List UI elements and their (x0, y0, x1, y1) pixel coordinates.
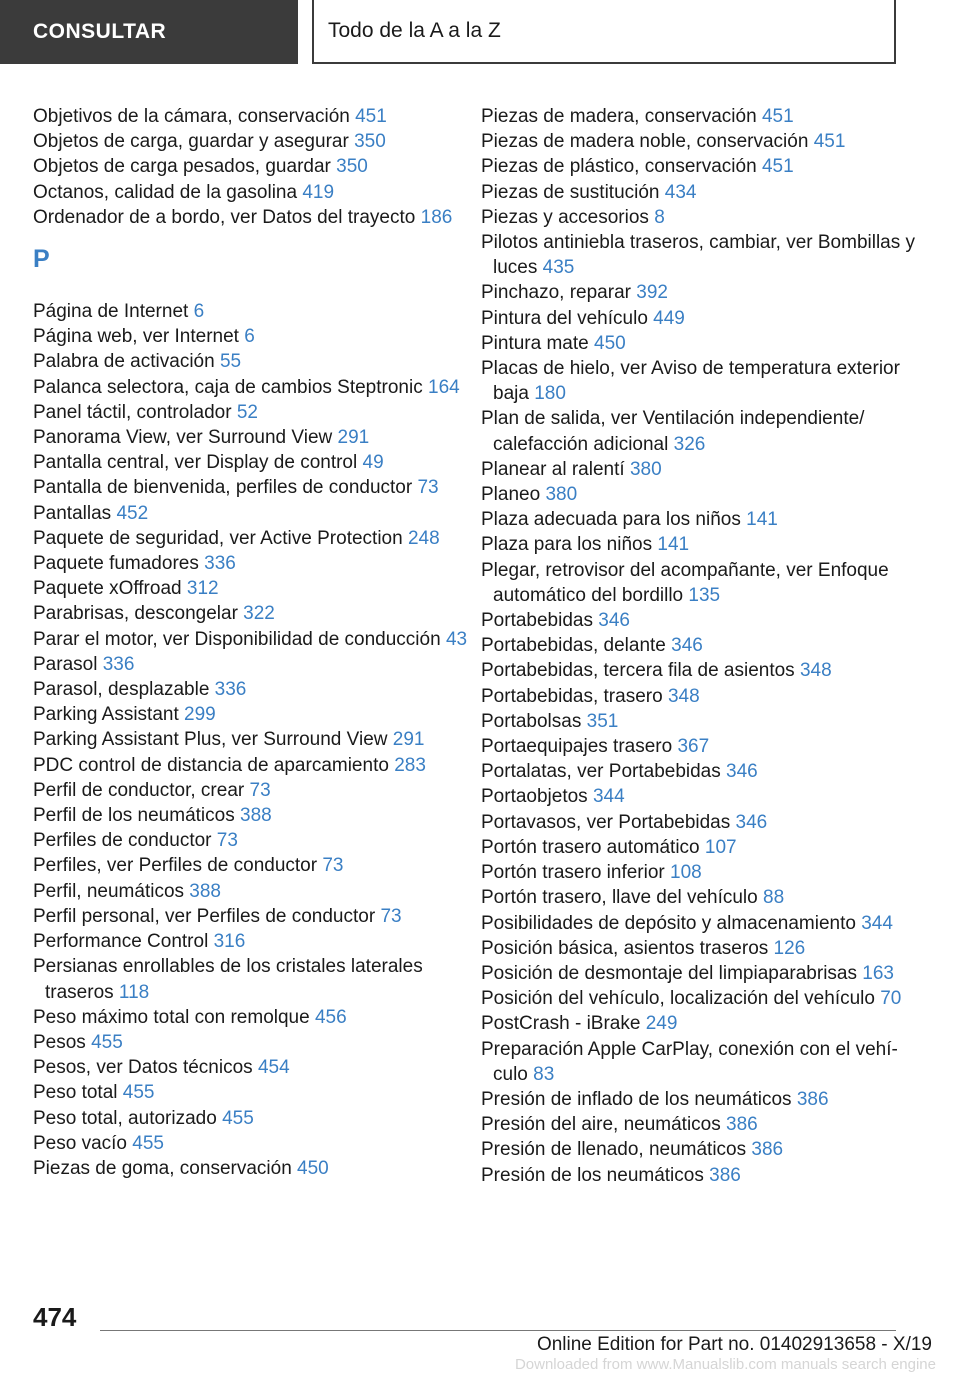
page-reference-link[interactable]: 88 (763, 887, 785, 909)
index-entry-text: Portabebidas, delante (481, 635, 666, 657)
index-entry (481, 532, 926, 557)
page-reference-link[interactable]: 108 (670, 862, 702, 884)
index-entry (33, 324, 478, 349)
index-entry (481, 608, 926, 633)
index-entry (481, 911, 926, 936)
page-reference-link[interactable]: 454 (257, 1057, 290, 1079)
page-reference-link[interactable]: 434 (664, 181, 697, 203)
page-reference-link[interactable]: 348 (799, 660, 832, 682)
page-reference-link[interactable]: 186 (420, 206, 453, 228)
page-reference-link[interactable]: 164 (428, 376, 460, 398)
page-reference-link[interactable]: 141 (657, 534, 690, 556)
index-entry (481, 306, 926, 331)
page-reference-link[interactable]: 450 (594, 332, 626, 354)
page-reference-link[interactable]: 283 (394, 754, 426, 776)
index-entry-text: Piezas de plástico, conservación (481, 156, 757, 178)
index-entry-text: Pantalla central, ver Display de control (33, 452, 358, 474)
page-reference-link[interactable]: 344 (592, 786, 625, 808)
page-reference-link[interactable]: 180 (534, 383, 566, 405)
index-entry-text: Pinchazo, reparar (481, 282, 631, 304)
page-reference-link[interactable]: 70 (880, 988, 902, 1010)
page-reference-link[interactable]: 6 (193, 301, 205, 323)
page-reference-link[interactable]: 451 (355, 106, 387, 127)
index-entry (33, 677, 478, 702)
index-entry (481, 734, 926, 759)
page-reference-link[interactable]: 73 (380, 905, 402, 927)
index-entry-text: Pantalla de bienvenida, perfiles de conductor (33, 477, 413, 499)
page-reference-link[interactable]: 49 (362, 452, 384, 474)
index-entry-text: Parasol, desplazable (33, 679, 210, 701)
index-entry-text: Plan de salida, ver Ventilación independiente/​calefacción adicional (481, 408, 865, 455)
index-entry-text: Parasol (33, 653, 98, 675)
index-entry-text: Paquete de seguridad, ver Active Protection (33, 527, 403, 549)
index-entry (481, 482, 926, 507)
index-entry-text: Octanos, calidad de la gasolina (33, 181, 298, 203)
index-column-left (33, 104, 478, 1181)
index-entry (33, 425, 478, 450)
chapter-tab-label: Todo de la A a la Z (328, 19, 501, 42)
index-entry-text: Peso máximo total con remolque (33, 1006, 310, 1028)
index-entry-text: Pintura mate (481, 332, 589, 354)
index-entry-text: Portalatas, ver Portabebidas (481, 761, 721, 783)
index-entry (481, 759, 926, 784)
page-reference-link[interactable]: 43 (445, 628, 468, 650)
index-entry (481, 558, 926, 608)
page-reference-link[interactable]: 73 (417, 477, 439, 499)
page-reference-link[interactable]: 386 (726, 1114, 758, 1136)
page-reference-link[interactable]: 388 (240, 805, 272, 827)
index-group-o (33, 104, 478, 230)
page-reference-link[interactable]: 249 (645, 1013, 678, 1035)
index-entry (481, 961, 926, 986)
index-entry (481, 356, 926, 406)
index-entry-text: Palabra de activación (33, 351, 215, 373)
index-entry (481, 835, 926, 860)
index-entry-text: Portavasos, ver Portabebidas (481, 811, 731, 833)
index-entry (481, 986, 926, 1011)
index-entry-text: Parking Assistant (33, 704, 179, 726)
index-entry (481, 205, 926, 230)
page-reference-link[interactable]: 388 (189, 880, 221, 902)
page-reference-link[interactable]: 322 (243, 603, 275, 625)
index-entry-text: Posición del vehículo, localización del vehículo (481, 988, 875, 1010)
index-group-p-continued (481, 104, 926, 1188)
page-reference-link[interactable]: 326 (673, 433, 706, 455)
page-reference-link[interactable]: 386 (709, 1164, 741, 1186)
page-reference-link[interactable]: 351 (586, 710, 619, 732)
index-entry-text: Piezas de madera, conservación (481, 106, 757, 127)
index-entry-text: Planeo (481, 484, 541, 506)
page-reference-link[interactable]: 336 (214, 679, 247, 701)
section-tab[interactable] (0, 0, 298, 64)
index-entry (481, 936, 926, 961)
index-entry-text: Pesos (33, 1031, 86, 1053)
footer-divider (100, 1330, 896, 1331)
index-entry (33, 551, 478, 576)
index-entry-text: Plaza para los niños (481, 534, 653, 556)
index-entry (33, 601, 478, 626)
page-reference-link[interactable]: 73 (249, 779, 271, 801)
index-entry-text: Posición de desmontaje del limpiaparabrisas (481, 962, 857, 984)
index-entry (33, 1131, 478, 1156)
page-reference-link[interactable]: 435 (542, 257, 575, 279)
page-reference-link[interactable]: 455 (91, 1031, 123, 1053)
index-entry (481, 633, 926, 658)
index-entry (481, 406, 926, 456)
index-entry-text: Presión de los neumáticos (481, 1164, 704, 1186)
page-reference-link[interactable]: 452 (116, 502, 149, 524)
index-entry-text: Pintura del vehículo (481, 307, 648, 329)
page-reference-link[interactable]: 73 (216, 830, 238, 852)
page-reference-link[interactable]: 8 (654, 206, 665, 228)
page-reference-link[interactable]: 380 (629, 458, 662, 480)
index-entry-text: Piezas de sustitución (481, 181, 660, 203)
index-entry (33, 1106, 478, 1131)
index-entry-text: Pesos, ver Datos técnicos (33, 1057, 253, 1079)
index-entry-text: Objetivos de la cámara, conservación (33, 106, 350, 127)
index-entry-text: Paquete xOffroad (33, 578, 182, 600)
index-column-right (481, 104, 926, 1188)
index-entry-text: PostCrash - iBrake (481, 1013, 641, 1035)
index-entry-text: Portón trasero, llave del vehículo (481, 887, 758, 909)
index-entry (481, 784, 926, 809)
page-reference-link[interactable]: 346 (735, 811, 768, 833)
page-reference-link[interactable]: 346 (726, 761, 758, 783)
index-entry-text: Paquete fumadores (33, 553, 199, 575)
index-entry-text: Perfil de los neumáticos (33, 805, 235, 827)
index-entry-text: Perfiles, ver Perfiles de conductor (33, 855, 318, 877)
index-entry (33, 400, 478, 425)
watermark: Downloaded from www.Manualslib.com manuals search engine (514, 1356, 936, 1373)
page-reference-link[interactable]: 386 (751, 1139, 784, 1161)
index-entry (33, 879, 478, 904)
index-entry-text: Placas de hielo, ver Aviso de temperatura exterior baja (481, 358, 900, 405)
page-reference-link[interactable]: 419 (302, 181, 335, 203)
index-entry-text: Objetos de carga, guardar y asegurar (33, 131, 349, 153)
index-entry-text: Página de Internet (33, 301, 189, 323)
index-entry (33, 1080, 478, 1105)
index-entry (33, 1030, 478, 1055)
index-entry-text: Piezas de goma, conservación (33, 1157, 292, 1179)
index-entry-text: Portaobjetos (481, 786, 588, 808)
index-entry (33, 205, 478, 230)
page-reference-link[interactable]: 312 (186, 578, 219, 600)
index-entry (33, 576, 478, 601)
index-entry-text: Presión de llenado, neumáticos (481, 1139, 747, 1161)
index-entry (33, 904, 478, 929)
index-entry (481, 457, 926, 482)
edition-note: Online Edition for Part no. 01402913658 - X/19 (536, 1334, 932, 1355)
index-entry (481, 810, 926, 835)
index-entry (33, 1055, 478, 1080)
page-reference-link[interactable]: 386 (796, 1088, 829, 1110)
index-entry (33, 652, 478, 677)
index-entry (481, 230, 926, 280)
page-reference-link[interactable]: 380 (545, 484, 578, 506)
index-entry (33, 501, 478, 526)
index-entry-text: Portón trasero inferior (481, 862, 665, 884)
index-entry (33, 727, 478, 752)
page-reference-link[interactable]: 299 (184, 704, 216, 726)
index-entry-text: Performance Control (33, 931, 209, 953)
index-entry-text: Portabebidas, trasero (481, 685, 663, 707)
page-reference-link[interactable]: 450 (297, 1157, 329, 1179)
index-entry-text: Perfiles de conductor (33, 830, 212, 852)
index-entry (33, 375, 478, 400)
index-entry (33, 475, 478, 500)
index-entry (481, 1163, 926, 1188)
index-entry (33, 778, 478, 803)
page-reference-link[interactable]: 135 (688, 584, 721, 606)
index-entry-text: Peso vacío (33, 1132, 127, 1154)
page-reference-link[interactable]: 291 (337, 427, 370, 449)
page-reference-link[interactable]: 73 (322, 855, 344, 877)
index-entry-text: Portón trasero automático (481, 836, 700, 858)
page-reference-link[interactable]: 346 (671, 635, 703, 657)
page-reference-link[interactable]: 456 (314, 1006, 347, 1028)
index-letter-heading: P (33, 245, 50, 274)
page-reference-link[interactable]: 126 (773, 937, 806, 959)
index-entry (33, 526, 478, 551)
index-entry (33, 129, 478, 154)
index-entry-text: Plegar, retrovisor del acompañante, ver Enfoque automático del bordillo (481, 559, 889, 606)
index-entry (33, 299, 478, 324)
page-reference-link[interactable]: 350 (336, 156, 368, 178)
page-reference-link[interactable]: 350 (354, 131, 386, 153)
page-reference-link[interactable]: 316 (213, 931, 246, 953)
index-entry-text: Página web, ver Internet (33, 326, 239, 348)
index-entry-text: Pantallas (33, 502, 112, 524)
index-entry-text: Piezas de madera noble, conservación (481, 131, 809, 153)
index-entry-text: Perfil personal, ver Perfiles de conductor (33, 905, 376, 927)
index-entry-text: Piezas y accesorios (481, 206, 649, 228)
page-reference-link[interactable]: 451 (813, 131, 846, 153)
index-entry-text: Perfil, neumáticos (33, 880, 185, 902)
index-entry (481, 1011, 926, 1036)
index-entry-text: Panel táctil, controlador (33, 401, 232, 423)
index-entry (481, 1087, 926, 1112)
page-reference-link[interactable]: 163 (862, 962, 894, 984)
page-reference-link[interactable]: 55 (219, 351, 242, 373)
index-entry-text: Portabebidas, tercera fila de asientos (481, 660, 795, 682)
page-reference-link[interactable]: 348 (667, 685, 700, 707)
index-entry-text: Portaequipajes trasero (481, 736, 673, 758)
index-entry-text: Portabebidas (481, 610, 593, 632)
index-entry (33, 180, 478, 205)
index-entry-text: Parabrisas, descongelar (33, 603, 238, 625)
page-number: 474 (33, 1302, 77, 1332)
index-entry-text: Parar el motor, ver Disponibilidad de conducción (33, 628, 441, 650)
page-reference-link[interactable]: 83 (533, 1063, 555, 1085)
section-tab-label: CONSULTAR (33, 20, 167, 43)
index-entry (33, 853, 478, 878)
page-reference-link[interactable]: 248 (407, 527, 440, 549)
index-entry-text: Panorama View, ver Surround View (33, 427, 333, 449)
index-entry-text: Posibilidades de depósito y almacenamiento (481, 912, 856, 934)
index-entry-text: Palanca selectora, caja de cambios Steptronic (33, 376, 423, 398)
index-entry-text: Plaza adecuada para los niños (481, 509, 741, 531)
index-entry-text: Peso total (33, 1082, 118, 1104)
page-reference-link[interactable]: 6 (244, 326, 255, 348)
page-reference-link[interactable]: 336 (102, 653, 135, 675)
index-entry (481, 1112, 926, 1137)
index-entry-text: Perfil de conductor, crear (33, 779, 245, 801)
page-reference-link[interactable]: 141 (746, 509, 778, 531)
index-entry-text: Peso total, autorizado (33, 1107, 217, 1129)
page-reference-link[interactable]: 449 (653, 307, 685, 329)
page-reference-link[interactable]: 118 (118, 981, 150, 1003)
index-entry-text: Presión del aire, neumáticos (481, 1114, 721, 1136)
index-entry (33, 702, 478, 727)
index-entry (481, 180, 926, 205)
page-reference-link[interactable]: 451 (761, 106, 794, 127)
index-entry (33, 954, 478, 1004)
index-entry (481, 129, 926, 154)
index-entry-text: Parking Assistant Plus, ver Surround View (33, 729, 388, 751)
index-entry (481, 684, 926, 709)
index-entry (481, 104, 926, 129)
index-entry (481, 860, 926, 885)
page-reference-link[interactable]: 392 (636, 282, 668, 304)
index-group-p (33, 299, 478, 1181)
index-entry-text: Pilotos antiniebla traseros, cambiar, ver Bombillas y luces (481, 232, 916, 279)
index-entry-text: Portabolsas (481, 710, 582, 732)
index-entry-text: PDC control de distancia de aparcamiento (33, 754, 389, 776)
index-entry (33, 154, 478, 179)
index-entry (33, 753, 478, 778)
index-entry-text: Objetos de carga pesados, guardar (33, 156, 331, 178)
index-entry-text: Persianas enrollables de los cristales laterales traseros (33, 956, 423, 1003)
index-entry (481, 154, 926, 179)
index-entry (481, 658, 926, 683)
page-reference-link[interactable]: 451 (761, 156, 794, 178)
index-entry (33, 104, 478, 129)
page-reference-link[interactable]: 346 (598, 610, 630, 632)
index-entry (481, 885, 926, 910)
index-entry (33, 803, 478, 828)
index-entry (481, 331, 926, 356)
index-entry-text: Posición básica, asientos traseros (481, 937, 769, 959)
index-entry (481, 1037, 926, 1087)
page-reference-link[interactable]: 344 (861, 912, 893, 934)
index-entry (481, 1137, 926, 1162)
index-entry (481, 507, 926, 532)
index-entry-text: Presión de inflado de los neumáticos (481, 1088, 792, 1110)
index-entry (481, 280, 926, 305)
page-reference-link[interactable]: 455 (122, 1082, 155, 1104)
index-entry (33, 1005, 478, 1030)
index-entry (481, 709, 926, 734)
index-entry-text: Planear al ralentí (481, 458, 625, 480)
index-entry (33, 929, 478, 954)
page-reference-link[interactable]: 107 (704, 836, 737, 858)
index-entry (33, 627, 478, 652)
index-entry (33, 450, 478, 475)
page-reference-link[interactable]: 336 (204, 553, 236, 575)
page-reference-link[interactable]: 455 (222, 1107, 254, 1129)
page-reference-link[interactable]: 455 (132, 1132, 164, 1154)
chapter-tab[interactable] (312, 0, 896, 64)
index-entry (33, 828, 478, 853)
page-reference-link[interactable]: 52 (236, 401, 258, 423)
page-reference-link[interactable]: 367 (677, 736, 710, 758)
index-entry-text: Preparación Apple CarPlay, conexión con el vehículo (481, 1038, 898, 1085)
index-entry-text: Ordenador de a bordo, ver Datos del trayecto (33, 206, 416, 228)
page-reference-link[interactable]: 291 (392, 729, 425, 751)
index-entry (33, 1156, 478, 1181)
index-entry (33, 349, 478, 374)
